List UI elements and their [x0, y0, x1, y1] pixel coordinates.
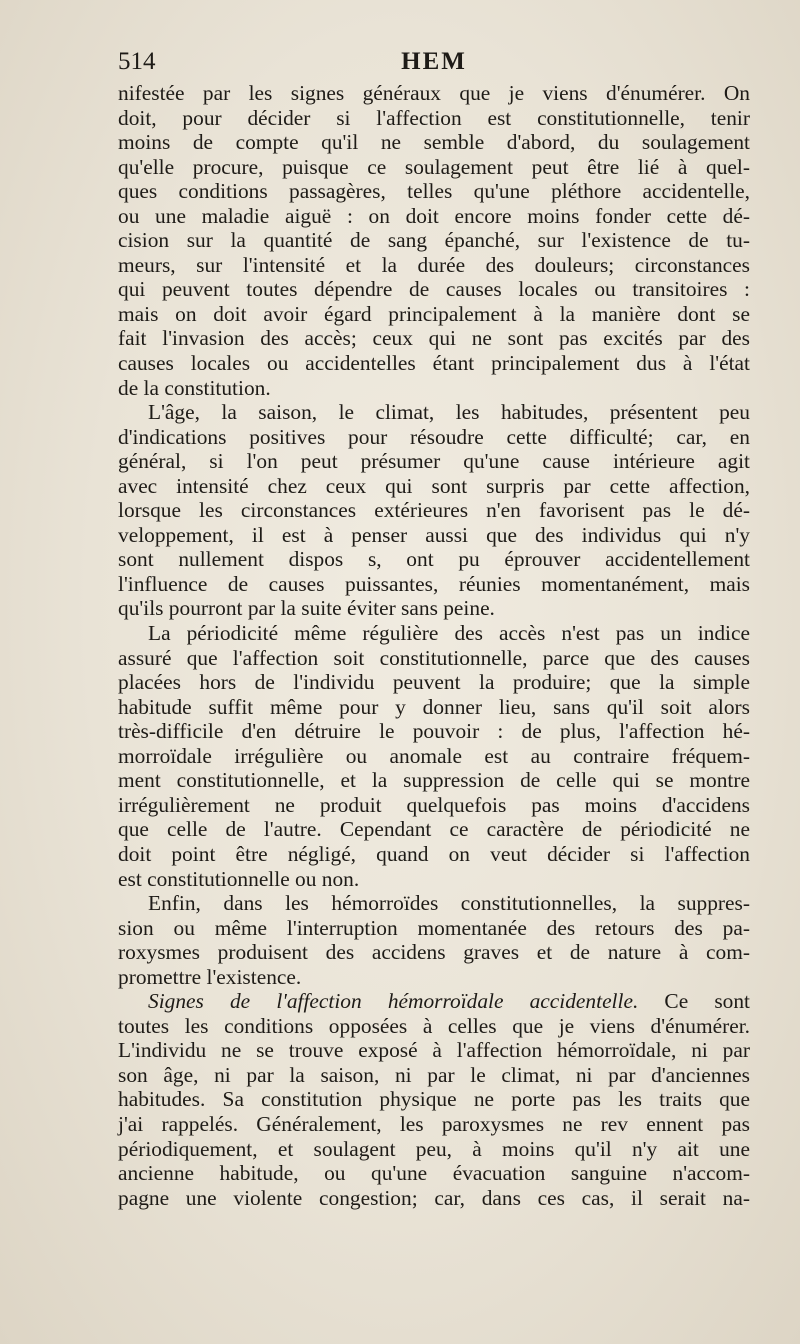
- text-line: doit point être négligé, quand on veut décider si l'affection: [118, 841, 750, 866]
- text-line: qu'ils pourront par la suite éviter sans peine.: [118, 596, 495, 621]
- text-line: assuré que l'affection soit constitutionnelle, parce que des causes: [118, 645, 750, 670]
- text-line: ou une maladie aiguë : on doit encore moins fonder cette dé-: [118, 203, 750, 228]
- text-line: son âge, ni par la saison, ni par le climat, ni par d'anciennes: [118, 1062, 750, 1087]
- page-header: [118, 48, 750, 80]
- text-line: général, si l'on peut présumer qu'une cause intérieure agit: [118, 449, 750, 474]
- text-line: qui peuvent toutes dépendre de causes locales ou transitoires :: [118, 277, 750, 302]
- text-line: ment constitutionnelle, et la suppression de celle qui se montre: [118, 768, 750, 793]
- body-text: [118, 81, 750, 1210]
- text-line: L'âge, la saison, le climat, les habitudes, présentent peu: [148, 400, 750, 425]
- text-line: cision sur la quantité de sang épanché, sur l'existence de tu-: [118, 228, 750, 253]
- text-line: La périodicité même régulière des accès n'est pas un indice: [148, 621, 750, 646]
- text-line: sion ou même l'interruption momentanée des retours des pa-: [118, 915, 750, 940]
- section-heading: Signes de l'affection hémorroïdale accidentelle.: [148, 989, 639, 1014]
- text-line: très-difficile d'en détruire le pouvoir : de plus, l'affection hé-: [118, 719, 750, 744]
- text-line: L'individu ne se trouve exposé à l'affection hémorroïdale, ni par: [118, 1038, 750, 1063]
- text-line: périodiquement, et soulagent peu, à moins qu'il n'y ait une: [118, 1136, 750, 1161]
- text-line: ques conditions passagères, telles qu'une pléthore accidentelle,: [118, 179, 750, 204]
- text-line: moins de compte qu'il ne semble d'abord, du soulagement: [118, 130, 750, 155]
- text-line: Enfin, dans les hémorroïdes constitutionnelles, la suppres-: [148, 891, 750, 916]
- text-line: morroïdale irrégulière ou anomale est au contraire fréquem-: [118, 743, 750, 768]
- text-line: d'indications positives pour résoudre cette difficulté; car, en: [118, 424, 750, 449]
- text-line: [118, 989, 750, 1014]
- text-line: j'ai rappelés. Généralement, les paroxysmes ne rev ennent pas: [118, 1111, 750, 1136]
- heading-line-rest: Ce sont: [638, 989, 750, 1014]
- text-line: irrégulièrement ne produit quelquefois pas moins d'accidens: [118, 792, 750, 817]
- paragraph: [118, 400, 750, 621]
- paragraph: [118, 621, 750, 891]
- text-line: ancienne habitude, ou qu'une évacuation sanguine n'accom-: [118, 1161, 750, 1186]
- paragraph: [118, 891, 750, 989]
- text-line: nifestée par les signes généraux que je viens d'énumérer. On: [118, 81, 750, 105]
- running-head: HEM: [401, 48, 467, 75]
- text-line: promettre l'existence.: [118, 964, 302, 989]
- text-line: placées hors de l'individu peuvent la produire; que la simple: [118, 670, 750, 695]
- text-line: habitudes. Sa constitution physique ne porte pas les traits que: [118, 1087, 750, 1112]
- text-line: toutes les conditions opposées à celles que je viens d'énumérer.: [118, 1013, 750, 1038]
- page-number: 514: [118, 48, 156, 75]
- text-line: mais on doit avoir égard principalement à la manière dont se: [118, 301, 750, 326]
- text-line: fait l'invasion des accès; ceux qui ne sont pas excités par des: [118, 326, 750, 351]
- text-line: habitude suffit même pour y donner lieu, sans qu'il soit alors: [118, 694, 750, 719]
- text-line: roxysmes produisent des accidens graves et de nature à com-: [118, 940, 750, 965]
- text-line: pagne une violente congestion; car, dans ces cas, il serait na-: [118, 1185, 750, 1210]
- text-line: l'influence de causes puissantes, réunies momentanément, mais: [118, 571, 750, 596]
- text-line: que celle de l'autre. Cependant ce caractère de périodicité ne: [118, 817, 750, 842]
- text-line: qu'elle procure, puisque ce soulagement peut être lié à quel-: [118, 154, 750, 179]
- text-line: sont nullement dispos s, ont pu éprouver accidentellement: [118, 547, 750, 572]
- text-line: avec intensité chez ceux qui sont surpris par cette affection,: [118, 473, 750, 498]
- text-line: de la constitution.: [118, 375, 271, 400]
- text-line: doit, pour décider si l'affection est constitutionnelle, tenir: [118, 105, 750, 130]
- text-line: causes locales ou accidentelles étant principalement dus à l'état: [118, 351, 750, 376]
- text-line: meurs, sur l'intensité et la durée des douleurs; circonstances: [118, 252, 750, 277]
- text-line: veloppement, il est à penser aussi que des individus qui n'y: [118, 522, 750, 547]
- paragraph: [118, 81, 750, 400]
- text-line: est constitutionnelle ou non.: [118, 866, 360, 891]
- text-line: lorsque les circonstances extérieures n'en favorisent pas le dé-: [118, 498, 750, 523]
- paragraph: [118, 989, 750, 1210]
